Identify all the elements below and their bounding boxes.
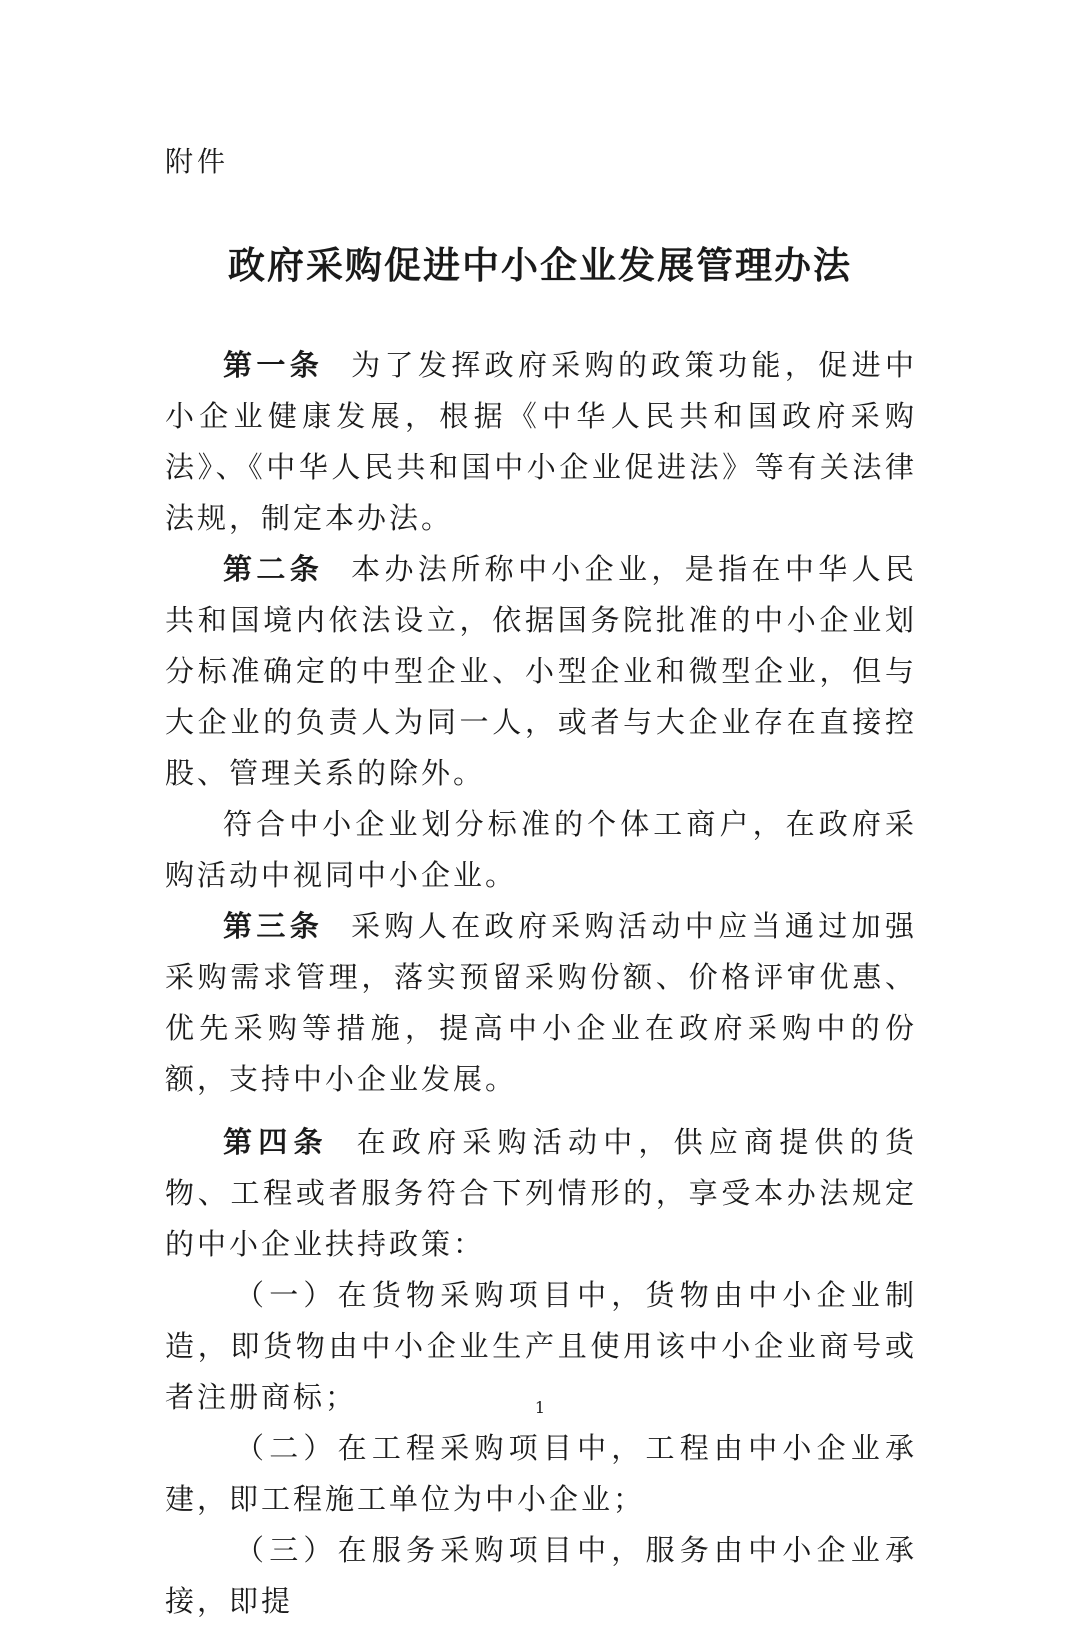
article-label: 第一条 — [223, 348, 324, 382]
article-text: 采购人在政府采购活动中应当通过加强采购需求管理，落实预留采购份额、价格评审优惠、优先采购等措施，提高中小企业在政府采购中的份额，支持中小企业发展。 — [165, 909, 917, 1096]
article-4-item-3: （三）在服务采购项目中，服务由中小企业承接，即提 — [165, 1533, 917, 1618]
document-title: 政府采购促进中小企业发展管理办法 — [228, 244, 852, 287]
page-number: 1 — [534, 1398, 546, 1417]
article-2 — [165, 544, 917, 799]
article-label: 第三条 — [223, 909, 324, 943]
article-4 — [165, 1117, 917, 1270]
article-label: 第四条 — [223, 1125, 329, 1159]
article-4-item-2: （二）在工程采购项目中，工程由中小企业承建，即工程施工单位为中小企业； — [165, 1431, 917, 1516]
article-4-item-1: （一）在货物采购项目中，货物由中小企业制造，即货物由中小企业生产且使用该中小企业商号或者注册商标； — [165, 1278, 917, 1414]
article-2-supplement: 符合中小企业划分标准的个体工商户，在政府采购活动中视同中小企业。 — [165, 807, 917, 892]
article-text: 本办法所称中小企业，是指在中华人民共和国境内依法设立，依据国务院批准的中小企业划分标准确定的中型企业、小型企业和微型企业，但与大企业的负责人为同一人，或者与大企业存在直接控股、管理关系的除外。 — [165, 552, 917, 790]
article-1 — [165, 340, 917, 544]
document-body — [165, 340, 917, 1627]
attachment-label: 附件 — [165, 145, 230, 178]
article-text: 在政府采购活动中，供应商提供的货物、工程或者服务符合下列情形的，享受本办法规定的中小企业扶持政策： — [165, 1125, 917, 1261]
article-text: 为了发挥政府采购的政策功能，促进中小企业健康发展，根据《中华人民共和国政府采购法》、《中华人民共和国中小企业促进法》等有关法律法规，制定本办法。 — [165, 348, 917, 535]
article-label: 第二条 — [223, 552, 324, 586]
article-3 — [165, 901, 917, 1105]
